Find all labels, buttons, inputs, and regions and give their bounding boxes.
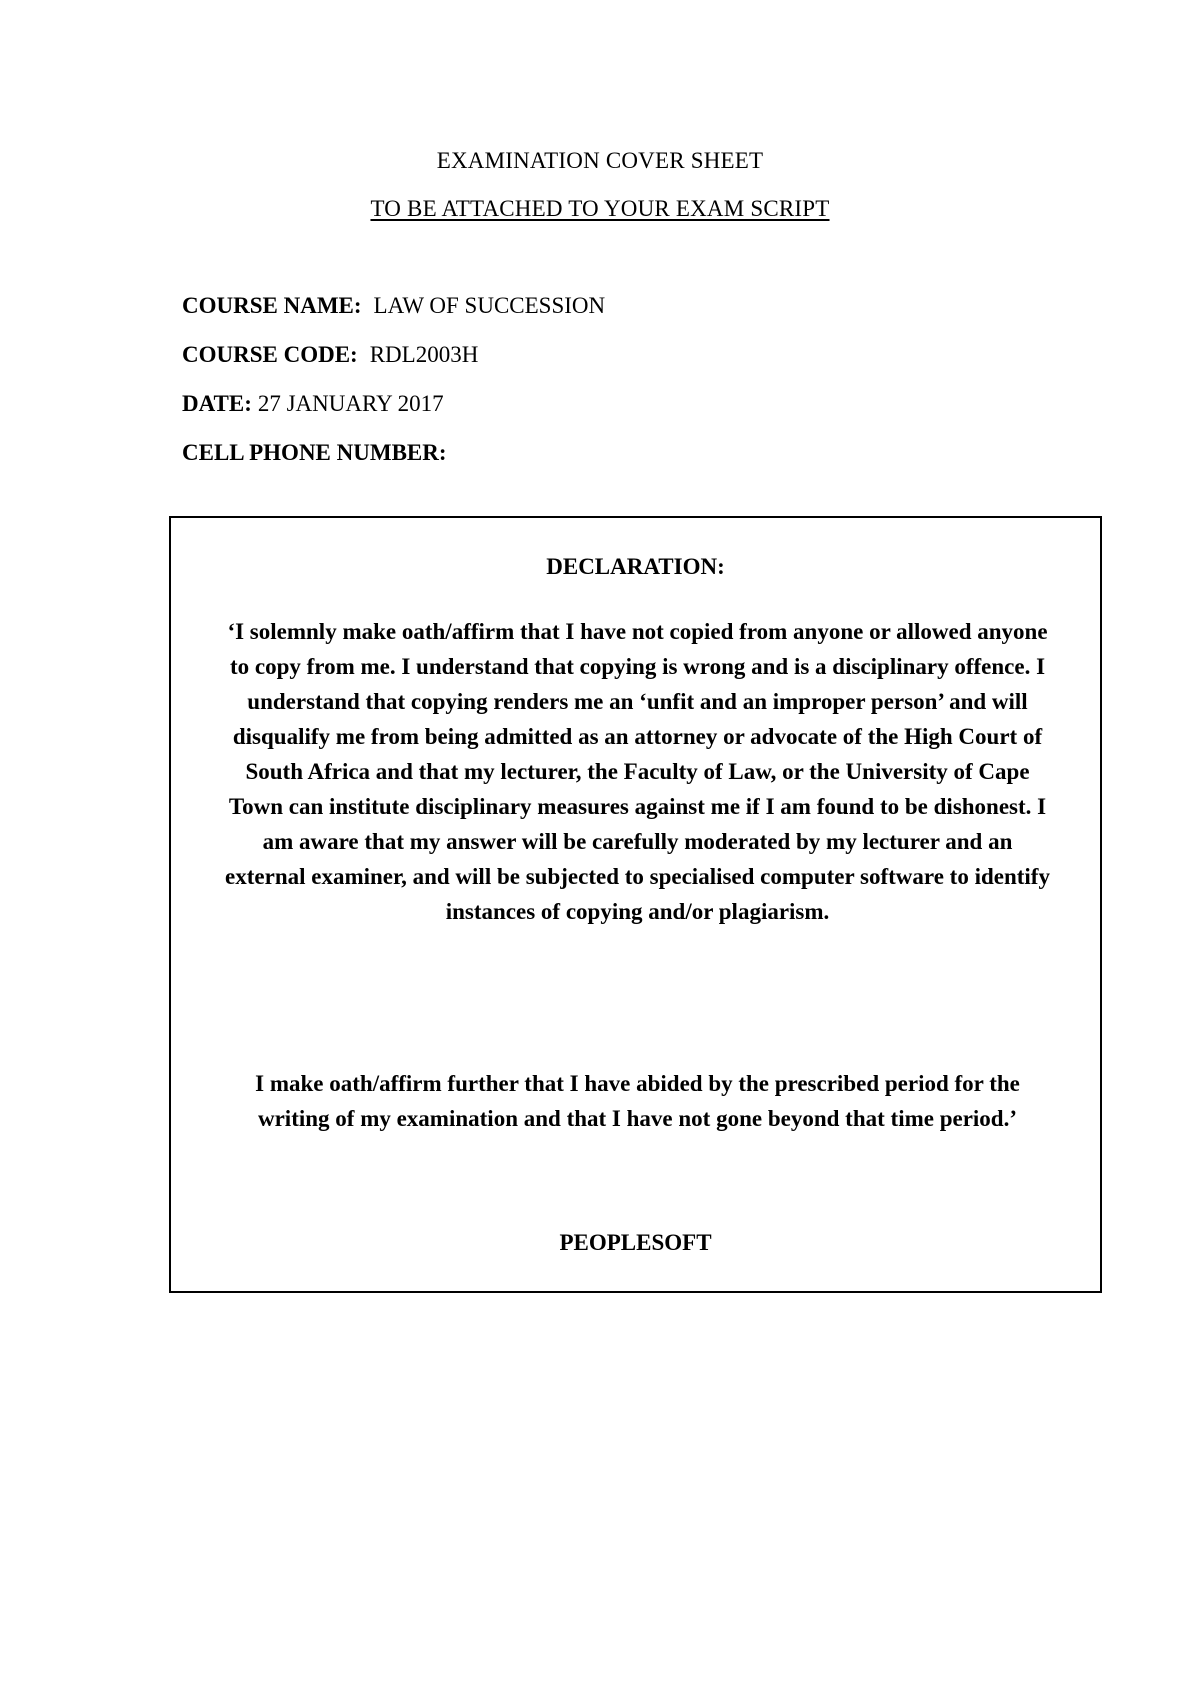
course-name-label: COURSE NAME: bbox=[182, 293, 362, 318]
course-code-value: RDL2003H bbox=[369, 342, 479, 367]
declaration-signoff: PEOPLESOFT bbox=[559, 1230, 712, 1255]
declaration-paragraph-1: ‘I solemnly make oath/affirm that I have not copied from anyone or allowed anyone to copy from me. I understand that copying is wrong and is a disciplinary offence. I understand that copying renders me an ‘unfit and an improper person’ and will disqualify me from being admitted as an attorney or advocate of the High Court of South Africa and that my lecturer, the Faculty of Law, or the University of Cape Town can institute disciplinary measures against me if I am found to be dishonest. I am aware that my answer will be carefully moderated by my lecturer and an external examiner, and will be subjected to specialised computer software to identify instances of copying and/or plagiarism. bbox=[225, 619, 1050, 924]
document-title: EXAMINATION COVER SHEET bbox=[436, 148, 764, 173]
date-field bbox=[182, 391, 444, 417]
cell-phone-field bbox=[182, 440, 447, 466]
course-name-field bbox=[182, 293, 605, 319]
document-subtitle: TO BE ATTACHED TO YOUR EXAM SCRIPT bbox=[370, 196, 830, 221]
course-code-label: COURSE CODE: bbox=[182, 342, 358, 367]
date-value: 27 JANUARY 2017 bbox=[257, 391, 444, 416]
course-name-value: LAW OF SUCCESSION bbox=[373, 293, 606, 318]
declaration-paragraph-2: I make oath/affirm further that I have abided by the prescribed period for the writing of my examination and that I have not gone beyond that time period.’ bbox=[255, 1071, 1020, 1131]
course-code-field bbox=[182, 342, 478, 368]
declaration-heading: DECLARATION: bbox=[546, 554, 725, 579]
declaration-box bbox=[169, 516, 1102, 1293]
cell-phone-label: CELL PHONE NUMBER: bbox=[182, 440, 447, 465]
date-label: DATE: bbox=[182, 391, 252, 416]
